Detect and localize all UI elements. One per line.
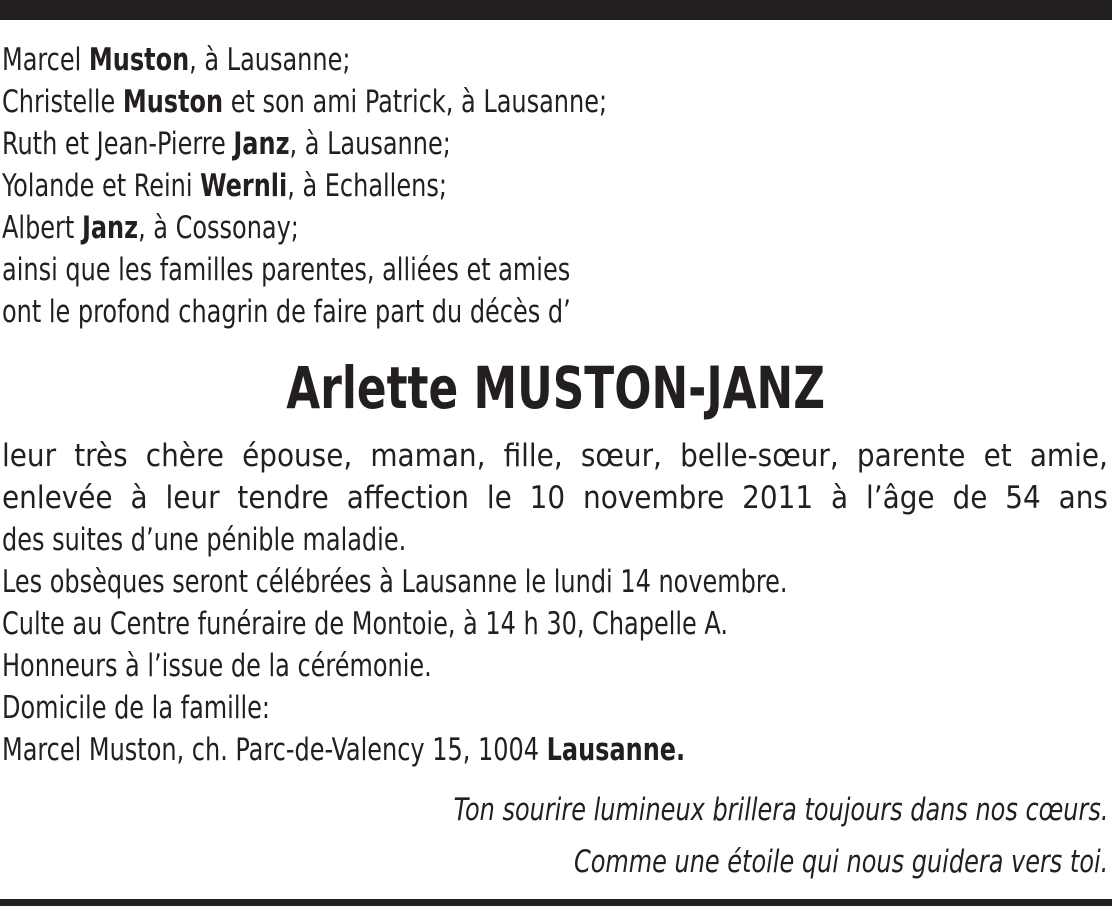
description-word: ans: [1058, 480, 1108, 516]
description-word: 10: [529, 480, 566, 516]
quote-line-2: Comme une étoile qui nous guidera vers toi.: [573, 844, 1108, 880]
description-word: épouse,: [242, 438, 353, 474]
family-line-3: Ruth et Jean-Pierre Janz, à Lausanne;: [2, 126, 451, 162]
detail-line-1: des suites d’une pénible maladie.: [2, 522, 407, 558]
description-word: sœur,: [580, 438, 662, 474]
family-line-4: Yolande et Reini Wernli, à Echallens;: [2, 168, 447, 204]
description-word: affection: [346, 480, 469, 516]
quote-line-1: Ton sourire lumineux brillera toujours dans nos cœurs.: [453, 792, 1108, 828]
description-word: à: [130, 480, 148, 516]
description-word: novembre: [583, 480, 725, 516]
description-word: de: [952, 480, 988, 516]
description-word: maman,: [370, 438, 486, 474]
description-word: et: [983, 438, 1012, 474]
detail-line-4: Honneurs à l’issue de la cérémonie.: [2, 648, 432, 684]
description-word: à: [831, 480, 849, 516]
description-word: leur: [165, 480, 220, 516]
address-line: Marcel Muston, ch. Parc-de-Valency 15, 1004 Lausanne.: [2, 732, 686, 768]
detail-line-5: Domicile de la famille:: [2, 690, 270, 726]
family-line-5: Albert Janz, à Cossonay;: [2, 210, 299, 246]
description-word: amie,: [1029, 438, 1108, 474]
description-word: parente: [856, 438, 966, 474]
top-rule: [0, 0, 1112, 20]
bottom-rule: [0, 899, 1112, 906]
description-word: belle-sœur,: [680, 438, 839, 474]
family-line-2: Christelle Muston et son ami Patrick, à Lausanne;: [2, 84, 608, 120]
description-word: fille,: [503, 438, 563, 474]
deceased-name: Arlette MUSTON-JANZ: [286, 354, 826, 422]
intro-line-1: ainsi que les familles parentes, alliées et amies: [2, 252, 571, 288]
description-word: très: [74, 438, 128, 474]
description-line-1: [2, 436, 1108, 477]
description-word: enlevée: [2, 480, 113, 516]
detail-line-2: Les obsèques seront célébrées à Lausanne le lundi 14 novembre.: [2, 564, 788, 600]
family-line-1: Marcel Muston, à Lausanne;: [2, 42, 351, 78]
description-word: l’âge: [866, 480, 935, 516]
description-word: leur: [2, 438, 57, 474]
description-line-2: [2, 478, 1108, 519]
description-word: le: [486, 480, 512, 516]
description-word: chère: [145, 438, 224, 474]
intro-line-2: ont le profond chagrin de faire part du décès d’: [2, 294, 571, 330]
description-word: tendre: [237, 480, 329, 516]
description-word: 54: [1005, 480, 1041, 516]
description-word: 2011: [742, 480, 814, 516]
detail-line-3: Culte au Centre funéraire de Montoie, à 14 h 30, Chapelle A.: [2, 606, 728, 642]
